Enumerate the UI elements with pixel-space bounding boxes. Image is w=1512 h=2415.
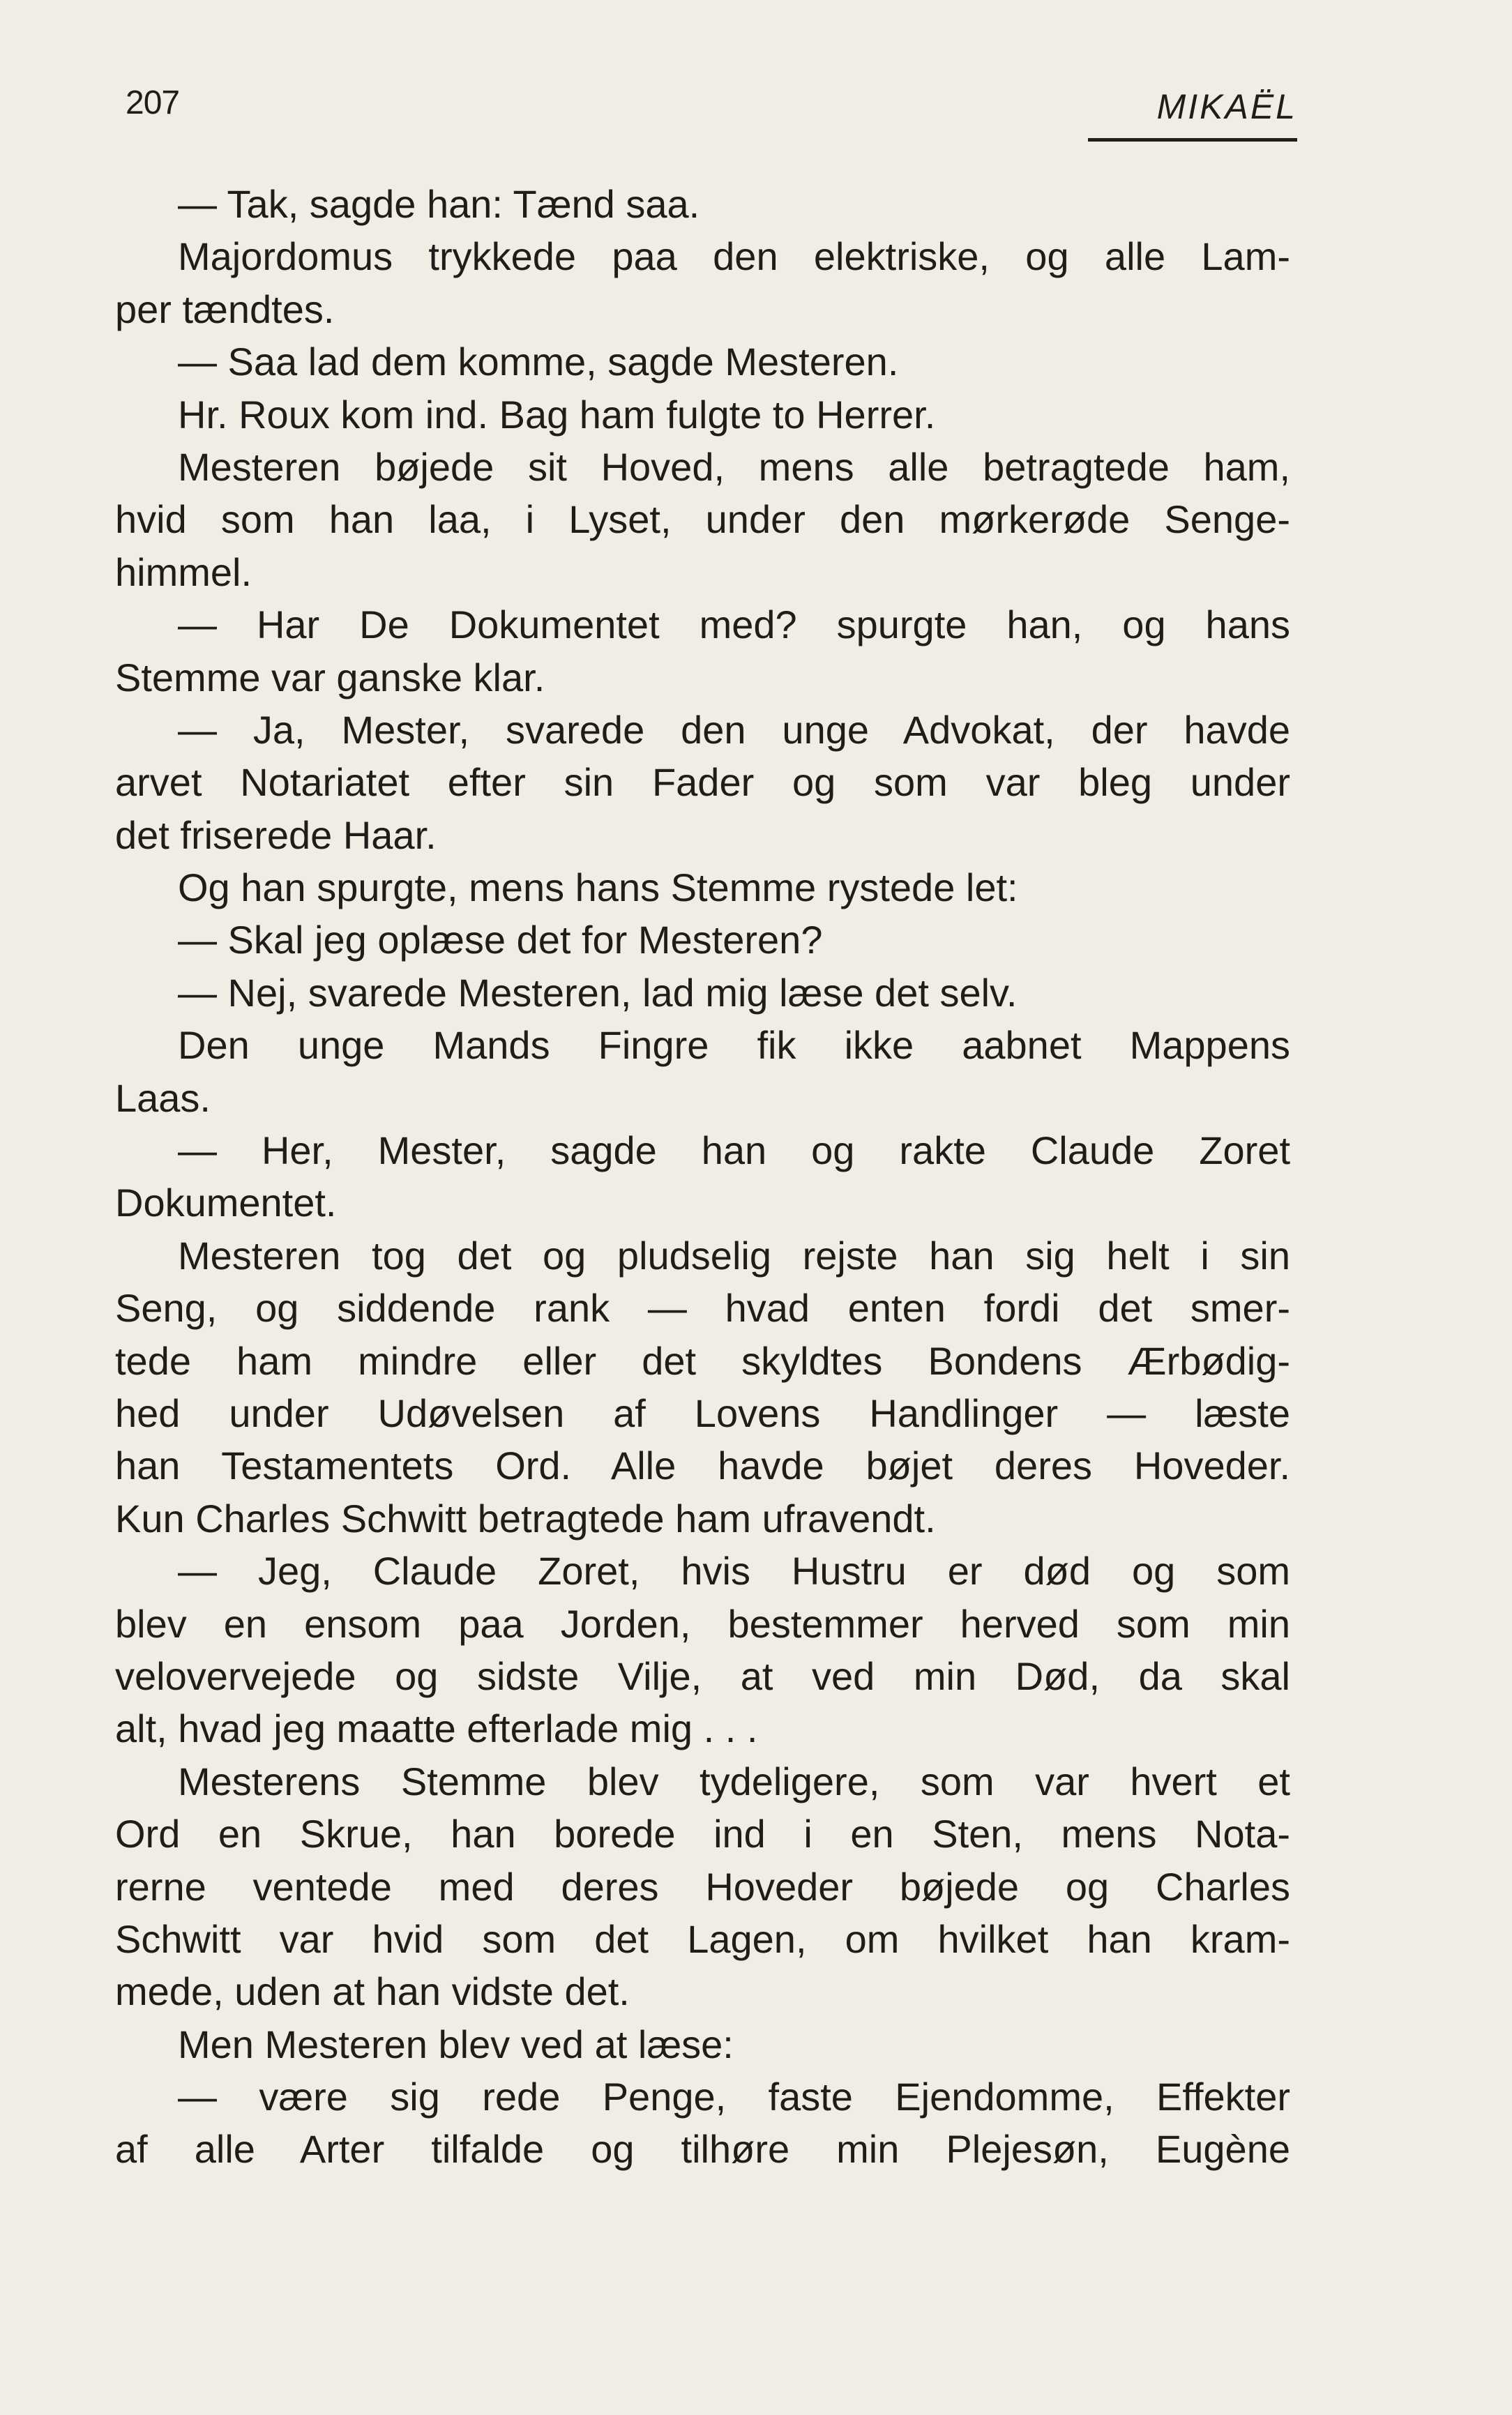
page-header — [126, 84, 1297, 146]
text-line: himmel. — [115, 550, 252, 594]
text-line: rerne ventede med deres Hoveder bøjede og Charles — [115, 1864, 1290, 1909]
text-line: af alle Arter tilfalde og tilhøre min Plejesøn, Eugène — [115, 2127, 1290, 2172]
text-line: Schwitt var hvid som det Lagen, om hvilket han kram- — [115, 1916, 1290, 1961]
text-line: — Her, Mester, sagde han og rakte Claude Zoret — [178, 1128, 1290, 1173]
text-line: — Skal jeg oplæse det for Mesteren? — [178, 918, 823, 962]
text-line: Dokumentet. — [115, 1181, 337, 1225]
text-line: Mesteren bøjede sit Hoved, mens alle betragtede ham, — [178, 444, 1290, 489]
body-text — [115, 178, 1290, 2176]
text-line: per tændtes. — [115, 287, 335, 331]
text-line: Mesterens Stemme blev tydeligere, som var hvert et — [178, 1759, 1290, 1803]
text-line: — Jeg, Claude Zoret, hvis Hustru er død og som — [178, 1549, 1290, 1593]
text-line: — Saa lad dem komme, sagde Mesteren. — [178, 340, 899, 384]
text-line: hvid som han laa, i Lyset, under den mørkerøde Senge- — [115, 497, 1290, 542]
text-line: Laas. — [115, 1075, 211, 1120]
text-line: Kun Charles Schwitt betragtede ham ufravendt. — [115, 1496, 936, 1540]
text-line: arvet Notariatet efter sin Fader og som var bleg under — [115, 760, 1290, 805]
running-title: MIKAËL — [1156, 87, 1297, 126]
text-line: Og han spurgte, mens hans Stemme rystede let: — [178, 865, 1018, 910]
text-line: — Har De Dokumentet med? spurgte han, og hans — [178, 603, 1290, 647]
text-line: Majordomus trykkede paa den elektriske, og alle Lam- — [178, 234, 1290, 279]
text-line: det friserede Haar. — [115, 812, 437, 857]
text-line: Hr. Roux kom ind. Bag ham fulgte to Herrer. — [178, 392, 936, 437]
text-line: tede ham mindre eller det skyldtes Bondens Ærbødig- — [115, 1338, 1290, 1383]
text-line: — være sig rede Penge, faste Ejendomme, Effekter — [178, 2075, 1290, 2119]
text-line: han Testamentets Ord. Alle havde bøjet deres Hoveder. — [115, 1444, 1290, 1488]
text-line: alt, hvad jeg maatte efterlade mig . . . — [115, 1706, 758, 1751]
text-line: Ord en Skrue, han borede ind i en Sten, mens Nota- — [115, 1812, 1290, 1856]
text-line: Seng, og siddende rank — hvad enten fordi det smer- — [115, 1286, 1290, 1331]
header-rule — [1088, 138, 1297, 142]
text-line: Stemme var ganske klar. — [115, 655, 545, 699]
text-line: Men Mesteren blev ved at læse: — [178, 2022, 734, 2066]
text-line: — Ja, Mester, svarede den unge Advokat, der havde — [178, 707, 1290, 752]
page-number: 207 — [126, 84, 180, 121]
text-line: blev en ensom paa Jorden, bestemmer herved som min — [115, 1601, 1290, 1646]
text-line: Mesteren tog det og pludselig rejste han sig helt i sin — [178, 1233, 1290, 1278]
text-line: — Nej, svarede Mesteren, lad mig læse det selv. — [178, 970, 1018, 1015]
text-line: — Tak, sagde han: Tænd saa. — [178, 182, 700, 226]
text-line: Den unge Mands Fingre fik ikke aabnet Mappens — [178, 1023, 1290, 1068]
text-line: hed under Udøvelsen af Lovens Handlinger — læste — [115, 1391, 1290, 1435]
text-line: velovervejede og sidste Vilje, at ved min Død, da skal — [115, 1653, 1290, 1698]
text-line: mede, uden at han vidste det. — [115, 1969, 630, 2014]
